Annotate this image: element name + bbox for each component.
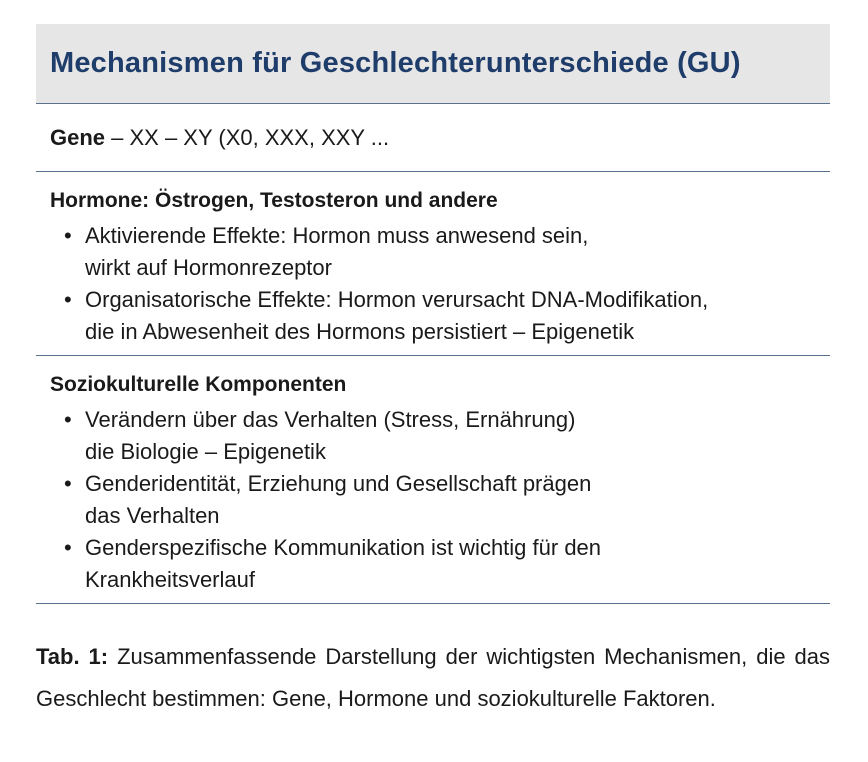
socio-row xyxy=(36,356,830,604)
list-item-line: wirkt auf Hormonrezeptor xyxy=(85,255,332,280)
bullet-icon: • xyxy=(64,287,72,312)
bullet-icon: • xyxy=(64,407,72,432)
socio-heading: Soziokulturelle Komponenten xyxy=(50,373,347,396)
list-item xyxy=(50,532,830,596)
list-item-line: die Biologie – Epigenetik xyxy=(85,439,326,464)
table-title: Mechanismen für Geschlechterunterschiede (GU) xyxy=(50,47,741,79)
list-item-line: Krankheitsverlauf xyxy=(85,567,255,592)
bullet-icon: • xyxy=(64,223,72,248)
mechanisms-table xyxy=(36,24,830,604)
list-item-line: die in Abwesenheit des Hormons persistiert – Epigenetik xyxy=(85,319,635,344)
gene-row xyxy=(36,104,830,172)
list-item-line: Genderidentität, Erziehung und Gesellschaft prägen xyxy=(85,471,592,496)
bullet-icon: • xyxy=(64,471,72,496)
caption-label: Tab. 1: xyxy=(36,644,109,669)
list-item-line: Genderspezifische Kommunikation ist wichtig für den xyxy=(85,535,602,560)
list-item-line: das Verhalten xyxy=(85,503,220,528)
hormone-list xyxy=(50,220,830,348)
hormone-heading: Hormone: Östrogen, Testosteron und andere xyxy=(50,189,498,212)
gene-text: – XX – XY (X0, XXX, XXY ... xyxy=(105,124,390,150)
list-item xyxy=(50,220,830,284)
caption-text: Zusammenfassende Darstellung der wichtigsten Mechanismen, die das Geschlecht bestimmen: Gene, Hormone und soziokulturelle Faktoren. xyxy=(36,644,831,711)
gene-label: Gene xyxy=(50,124,106,150)
bullet-icon: • xyxy=(64,535,72,560)
list-item xyxy=(50,284,830,348)
socio-list xyxy=(50,404,830,596)
hormone-row xyxy=(36,172,830,356)
table-header xyxy=(36,24,830,104)
list-item-line: Aktivierende Effekte: Hormon muss anwesend sein, xyxy=(85,223,589,248)
list-item-line: Verändern über das Verhalten (Stress, Ernährung) xyxy=(85,407,576,432)
list-item xyxy=(50,468,830,532)
list-item xyxy=(50,404,830,468)
list-item-line: Organisatorische Effekte: Hormon verursacht DNA-Modifikation, xyxy=(85,287,709,312)
table-caption xyxy=(36,636,830,720)
